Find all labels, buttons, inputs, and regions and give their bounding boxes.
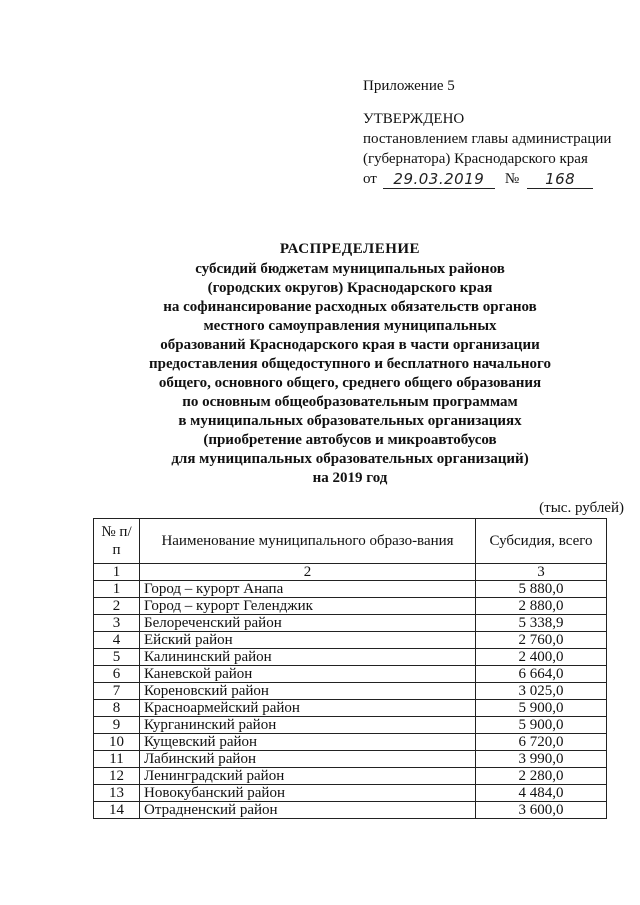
municipality-name: Ленинградский район: [140, 768, 476, 785]
approval-block: [363, 76, 623, 189]
table-header-row: [94, 519, 607, 564]
title-line: на 2019 год: [312, 470, 388, 486]
municipality-name: Каневской район: [140, 666, 476, 683]
municipality-name: Белореченский район: [140, 615, 476, 632]
header-name: [140, 519, 476, 564]
row-number: 14: [94, 802, 140, 819]
table-row: [94, 802, 607, 819]
column-index: 2: [140, 564, 476, 581]
table-row: [94, 734, 607, 751]
header-subsidy-label: Субсидия, всего: [489, 533, 593, 549]
subsidy-value: 5 880,0: [476, 581, 607, 598]
row-number: 9: [94, 717, 140, 734]
title-line: субсидий бюджетам муниципальных районов: [195, 261, 505, 277]
row-number: 1: [94, 581, 140, 598]
header-number-label: № п/п: [101, 524, 132, 558]
subsidy-value: 2 880,0: [476, 598, 607, 615]
subsidy-value: 5 338,9: [476, 615, 607, 632]
subsidy-table: [93, 518, 607, 819]
municipality-name: Город – курорт Анапа: [140, 581, 476, 598]
approval-date-line: [363, 169, 623, 189]
row-number: 7: [94, 683, 140, 700]
municipality-name: Город – курорт Геленджик: [140, 598, 476, 615]
appendix-label: Приложение 5: [363, 78, 455, 94]
title-line: для муниципальных образовательных организаций): [171, 451, 529, 467]
title-line: общего, основного общего, среднего общего образования: [158, 375, 542, 391]
header-subsidy: [476, 519, 607, 564]
row-number: 11: [94, 751, 140, 768]
subsidy-value: 5 900,0: [476, 700, 607, 717]
municipality-name: Ейский район: [140, 632, 476, 649]
municipality-name: Новокубанский район: [140, 785, 476, 802]
municipality-name: Отрадненский район: [140, 802, 476, 819]
municipality-name: Кущевский район: [140, 734, 476, 751]
header-name-label: Наименование муниципального образо-вания: [161, 533, 454, 549]
municipality-name: Калининский район: [140, 649, 476, 666]
title-heading: РАСПРЕДЕЛЕНИЕ: [279, 241, 421, 257]
subsidy-value: 2 400,0: [476, 649, 607, 666]
approved-label: УТВЕРЖДЕНО: [363, 111, 465, 127]
subsidy-value: 3 990,0: [476, 751, 607, 768]
subsidy-value: 2 280,0: [476, 768, 607, 785]
title-line: образований Краснодарского края в части организации: [160, 337, 540, 353]
subsidy-value: 6 720,0: [476, 734, 607, 751]
municipality-name: Курганинский район: [140, 717, 476, 734]
title-line: в муниципальных образовательных организациях: [178, 413, 522, 429]
table-row: [94, 666, 607, 683]
column-index-row: [94, 564, 607, 581]
municipality-name: Лабинский район: [140, 751, 476, 768]
row-number: 12: [94, 768, 140, 785]
table-row: [94, 700, 607, 717]
subsidy-value: 3 025,0: [476, 683, 607, 700]
row-number: 13: [94, 785, 140, 802]
column-index: 1: [94, 564, 140, 581]
table-row: [94, 581, 607, 598]
title-line: (приобретение автобусов и микроавтобусов: [203, 432, 497, 448]
row-number: 3: [94, 615, 140, 632]
title-line: местного самоуправления муниципальных: [203, 318, 497, 334]
row-number: 5: [94, 649, 140, 666]
handwritten-number: 168: [527, 171, 593, 189]
title-line: (городских округов) Краснодарского края: [207, 280, 493, 296]
table-row: [94, 615, 607, 632]
approval-line-2: (губернатора) Краснодарского края: [363, 151, 588, 167]
subsidy-value: 2 760,0: [476, 632, 607, 649]
row-number: 6: [94, 666, 140, 683]
table-row: [94, 649, 607, 666]
table-row: [94, 785, 607, 802]
approval-line-1: постановлением главы администрации: [363, 131, 612, 147]
subsidy-value: 5 900,0: [476, 717, 607, 734]
table-row: [94, 683, 607, 700]
number-sign: №: [504, 171, 520, 187]
row-number: 10: [94, 734, 140, 751]
row-number: 8: [94, 700, 140, 717]
table-row: [94, 751, 607, 768]
table-row: [94, 717, 607, 734]
column-index: 3: [476, 564, 607, 581]
units-label: (тыс. рублей): [539, 500, 624, 516]
municipality-name: Красноармейский район: [140, 700, 476, 717]
title-line: на софинансирование расходных обязательств органов: [163, 299, 537, 315]
municipality-name: Кореновский район: [140, 683, 476, 700]
table-row: [94, 632, 607, 649]
row-number: 4: [94, 632, 140, 649]
handwritten-date: 29.03.2019: [383, 171, 495, 189]
header-number: [94, 519, 140, 564]
table-row: [94, 598, 607, 615]
row-number: 2: [94, 598, 140, 615]
subsidy-value: 3 600,0: [476, 802, 607, 819]
title-line: предоставления общедоступного и бесплатного начального: [148, 356, 551, 372]
subsidy-value: 6 664,0: [476, 666, 607, 683]
table-row: [94, 768, 607, 785]
subsidy-value: 4 484,0: [476, 785, 607, 802]
title-line: по основным общеобразовательным программам: [182, 394, 518, 410]
from-label: от: [363, 171, 377, 187]
document-title: [80, 240, 620, 488]
